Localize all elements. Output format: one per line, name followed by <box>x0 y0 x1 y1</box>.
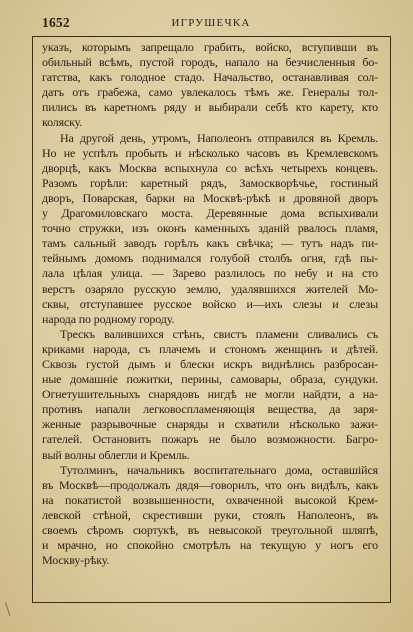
text-line: датъ отъ грабежа, само увлекалось тѣмъ же. Генералы тол- <box>42 85 378 100</box>
body-text <box>42 40 378 568</box>
text-line: гателей. Остановить пожаръ не было возможности. Багро- <box>42 432 378 447</box>
running-title: ИГРУШЕЧКА <box>171 17 251 29</box>
text-line: дворъ, Поварская, барки на Москвѣ-рѣкѣ и дровяной дворъ <box>42 190 378 205</box>
page-header <box>34 15 388 33</box>
text-line: своемъ сѣромъ сюртукѣ, въ невысокой треугольной шляпѣ, <box>42 523 378 537</box>
text-line: Но не успѣлъ пробыть и нѣсколько часовъ въ Кремлевскомъ <box>42 145 378 160</box>
text-line: Сквозь густой дымъ и блески искръ виднѣлись разбросан- <box>42 356 378 371</box>
text-line: Огнетушительныхъ снарядовъ нигдѣ не могли найдти, а на- <box>42 387 378 402</box>
paragraph <box>42 131 378 327</box>
text-line: обильный всѣмъ, пустой городъ, напало на безчисленныя бо- <box>42 55 378 70</box>
text-line: вый волны облегли и Кремль. <box>42 447 190 462</box>
text-line: пились въ каретномъ ряду и выбирали себѣ кто карету, кто <box>42 100 378 115</box>
text-line: Разомъ горѣли: каретный рядъ, Замоскворѣчье, гостиный <box>42 175 378 190</box>
text-line: гатства, какъ голодное стадо. Начальство, останавливая сол- <box>42 70 378 85</box>
text-line: тейнымъ домомъ поднимался голубой столбъ огня, гдѣ пы- <box>42 251 378 266</box>
text-line: въ Москвѣ—продолжалъ дядя—говорилъ, что онъ видѣлъ, какъ <box>42 477 378 492</box>
text-line: коляску. <box>42 115 83 130</box>
text-line: криками народа, съ плачемъ и стономъ женщинъ и дѣтей. <box>42 341 378 356</box>
text-line: женные разрывочные снаряды и схватили нѣсколько зажи- <box>42 417 378 432</box>
text-line: на покатистой возвышенности, охваченной высокой Крем- <box>42 492 378 507</box>
text-line: народа по родному городу. <box>42 311 175 326</box>
text-line: ные домашніе пожитки, перины, самовары, образа, сундуки. <box>42 372 378 387</box>
page-number: 1652 <box>42 15 70 30</box>
text-line: противъ напали легковоспламеняющія вещества, да заря- <box>42 402 378 417</box>
text-line: Тутолминъ, начальникъ воспитательнаго дома, оставшійся <box>60 462 378 477</box>
text-line: лала цѣлая улица. — Зарево разлилось по небу и на сто <box>42 266 378 281</box>
text-line: левской стѣной, скрестивши руки, стоялъ Наполеонъ, въ <box>42 507 378 522</box>
text-line: тамъ сальный заводъ горѣлъ какъ свѣчка; — тутъ надъ пи- <box>42 236 378 251</box>
text-line: точно стружки, изъ оконъ каменныхъ зданій рвалось пламя, <box>42 221 378 236</box>
pencil-mark <box>5 600 16 615</box>
paragraph <box>42 463 378 569</box>
paragraph <box>42 327 378 463</box>
text-line: дворцѣ, какъ Москва вспыхнула со всѣхъ четырехъ концевъ. <box>42 160 378 175</box>
text-line: Трескъ валившихся стѣнъ, свистъ пламени сливались съ <box>60 326 378 341</box>
text-line: Москву-рѣку. <box>42 553 110 568</box>
paragraph <box>42 40 378 131</box>
text-line: и мрачно, но спокойно смотрѣлъ на текущую у ногъ его <box>42 538 378 553</box>
text-line: у Драгомиловскаго моста. Деревянные дома вспыхивали <box>42 206 378 221</box>
text-line: указъ, которымъ запрещало грабить, войско, вступивши въ <box>42 40 378 54</box>
text-line: сквы, отступавшее русское войско и—ихъ слезы и слезы <box>42 296 378 311</box>
text-line: верстъ озаряло русскую землю, удалявшихся жителей Мо- <box>42 281 378 296</box>
text-line: На другой день, утромъ, Наполеонъ отправился въ Кремль. <box>60 130 378 145</box>
